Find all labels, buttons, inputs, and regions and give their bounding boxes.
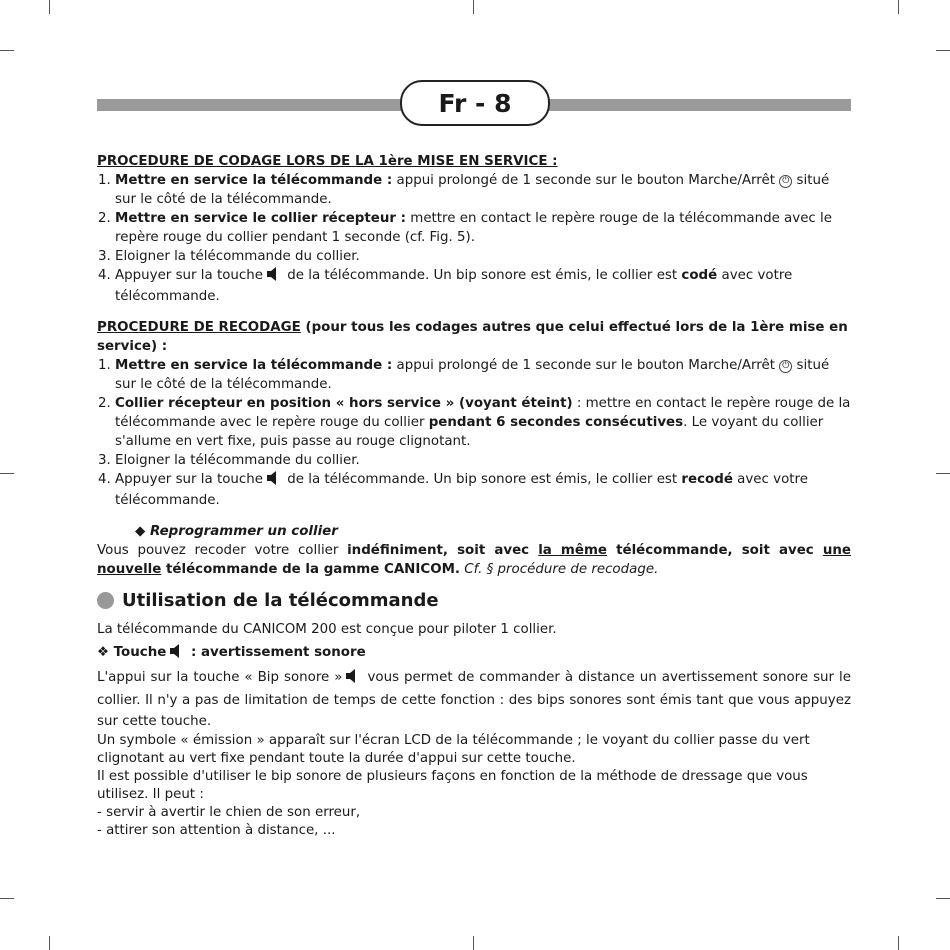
header-bar-right — [544, 99, 851, 111]
usage-paragraph-1: L'appui sur la touche « Bip sonore » vous permet de commander à distance un avertissement sonore sur le collier. Il n'y a pas de limitation de temps de cette fonction : des bips sonores sont émis tant que vous appuyez sur cette touche. — [97, 670, 851, 729]
page-number-badge — [400, 80, 550, 126]
crop-mark — [0, 473, 14, 474]
list-item: 2. Mettre en service le collier récepteur : mettre en contact le repère rouge de la télécommande avec le repère rouge du collier pendant 1 seconde (cf. Fig. 5). — [115, 209, 851, 247]
speaker-icon — [267, 267, 279, 287]
header-bar-left — [97, 99, 403, 111]
reprogram-heading: ◆ Reprogrammer un collier — [135, 524, 338, 539]
codage-steps — [97, 171, 851, 306]
crop-mark — [898, 936, 899, 950]
crop-mark — [0, 50, 14, 51]
reprogram-paragraph: Vous pouvez recoder votre collier indéfiniment, soit avec la même télécommande, soit avec une nouvelle télécommande de la gamme CANICOM. Cf. § procédure de recodage. — [97, 543, 851, 577]
list-item: 4. Appuyer sur la touche de la télécommande. Un bip sonore est émis, le collier est recodé avec votre télécommande. — [115, 470, 851, 510]
section-bullet-icon — [97, 592, 114, 609]
crop-mark — [49, 0, 50, 14]
list-item: 4. Appuyer sur la touche de la télécommande. Un bip sonore est émis, le collier est codé avec votre télécommande. — [115, 266, 851, 306]
speaker-icon — [170, 644, 182, 664]
crop-mark — [473, 936, 474, 950]
power-icon: ⏻ — [779, 360, 792, 373]
crop-mark — [936, 898, 950, 899]
page-content — [97, 152, 851, 840]
section-title-codage: PROCEDURE DE CODAGE LORS DE LA 1ère MISE EN SERVICE : — [97, 154, 558, 169]
usage-heading: Utilisation de la télécommande — [97, 591, 851, 610]
usage-intro: La télécommande du CANICOM 200 est conçue pour piloter 1 collier. — [97, 622, 557, 637]
list-item: 3. Eloigner la télécommande du collier. — [115, 247, 851, 266]
section-title-recodage: PROCEDURE DE RECODAGE (pour tous les codages autres que celui effectué lors de la 1ère mise en service) : — [97, 320, 848, 354]
list-item: 1. Mettre en service la télécommande : appui prolongé de 1 seconde sur le bouton Marche/Arrêt ⏻ situé sur le côté de la télécommande. — [115, 356, 851, 394]
crop-mark — [936, 50, 950, 51]
speaker-icon — [346, 669, 358, 690]
crop-mark — [473, 0, 474, 14]
list-item: 1. Mettre en service la télécommande : appui prolongé de 1 seconde sur le bouton Marche/Arrêt ⏻ situé sur le côté de la télécommande. — [115, 171, 851, 209]
crop-mark — [936, 473, 950, 474]
recodage-steps — [97, 356, 851, 510]
list-item: 2. Collier récepteur en position « hors service » (voyant éteint) : mettre en contact le repère rouge de la télécommande avec le repère rouge du collier pendant 6 secondes consécutives. Le voyant du collier s'allume en vert fixe, puis passe au rouge clignotant. — [115, 394, 851, 451]
crop-mark — [49, 936, 50, 950]
page-label: Fr - 8 — [438, 88, 512, 118]
power-icon: ⏻ — [779, 175, 792, 188]
touche-heading: ❖ Touche : avertissement sonore — [97, 643, 851, 664]
usage-paragraph-3: Il est possible d'utiliser le bip sonore de plusieurs façons en fonction de la méthode de dressage que vous utilisez. Il peut : — [97, 769, 808, 802]
crop-mark — [0, 898, 14, 899]
usage-bullet: - attirer son attention à distance, ... — [97, 823, 336, 838]
speaker-icon — [267, 471, 279, 491]
list-item: 3. Eloigner la télécommande du collier. — [115, 451, 851, 470]
usage-bullet: - servir à avertir le chien de son erreur, — [97, 805, 361, 820]
usage-paragraph-2: Un symbole « émission » apparaît sur l'écran LCD de la télécommande ; le voyant du collier passe du vert clignotant au vert fixe pendant toute la durée d'appui sur cette touche. — [97, 733, 810, 766]
crop-mark — [898, 0, 899, 14]
